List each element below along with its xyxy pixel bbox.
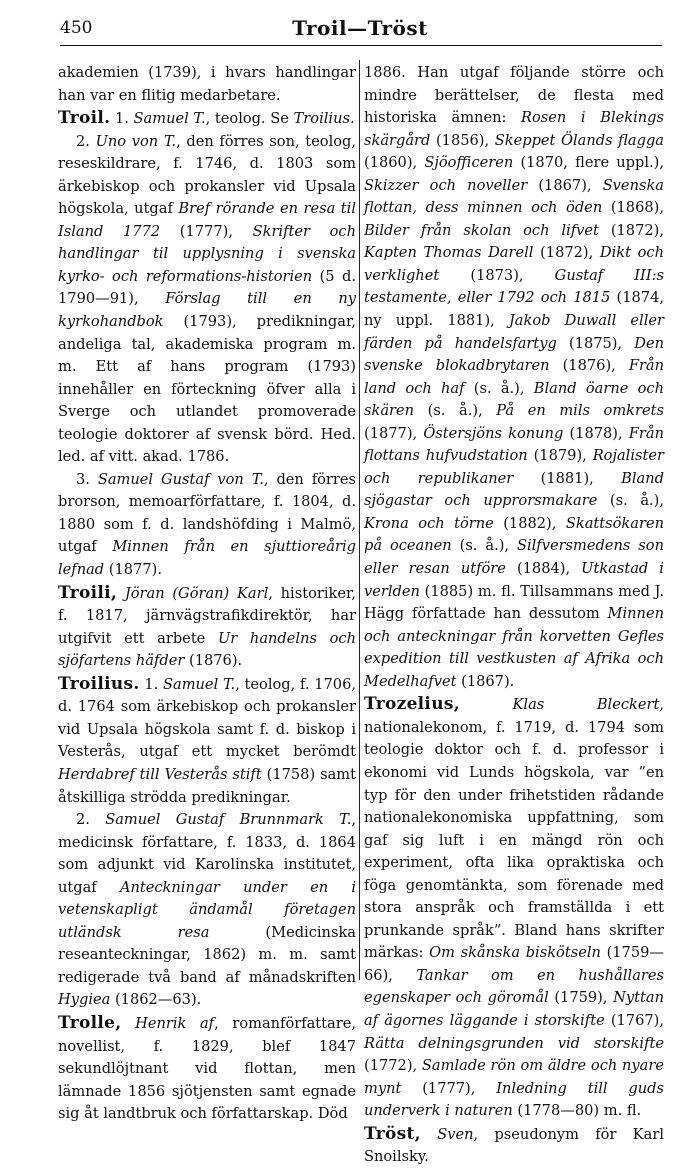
entry-text: (1772),: [364, 1057, 422, 1075]
entry-text: (1759—66),: [364, 944, 664, 984]
entry-text: , teolog, f. 1706, d. 1764 som ärkebiskop och prokansler vid Upsala högskola samt f. d. biskop i Vesterås, utgaf ett mycket berömdt: [58, 675, 356, 761]
entry-text: (s. å.),: [414, 402, 497, 420]
entry-text: , pseudonym för Karl Snoilsky.: [364, 1125, 665, 1166]
italic-text: Skeppet Ölands flagga: [494, 131, 664, 149]
italic-text: Östersjöns konung: [423, 424, 564, 442]
entry-text: (1793), predikningar, andeliga tal, akademiska program m. m. Ett af hans program (1793) innehåller en förteckning öfver alla i Sverge och utlandet promoverade teologie doktorer af svensk börd. Hed. led. af vitt. akad. 1786.: [58, 313, 356, 466]
entry-text: (1867),: [527, 176, 603, 194]
italic-text: Klas Bleckert: [512, 696, 660, 714]
italic-text: Bland öarne och skären: [364, 379, 664, 420]
italic-text: Nyttan af ägornes läggande i storskifte: [364, 989, 664, 1029]
italic-text: Bref rörande en resa til Island 1772: [58, 200, 356, 240]
entry-text: (1876),: [549, 357, 629, 375]
dictionary-entry: [58, 62, 356, 107]
entry-text: , romanförfattare, novellist, f. 1829, blef 1847 sekundlöjtnant vid flottan, men lämnade 1856 sjötjensten samt egnade sig åt landtbruk och författarskap. Död: [58, 1014, 356, 1123]
entry-text: 2.: [76, 132, 96, 150]
entry-text: 2.: [76, 811, 106, 829]
italic-text: Sven: [437, 1125, 474, 1143]
entry-text: 3.: [76, 470, 98, 488]
italic-text: Skizzer och noveller: [364, 176, 528, 194]
entry-text: 1886. Han utgaf följande större och mindre berättelser, de flesta med historiska ämnen:: [364, 64, 664, 127]
entry-text: (1758) samt åtskilliga strödda predikningar.: [58, 765, 356, 806]
italic-text: Bland sjögastar och upprorsmakare: [364, 469, 664, 510]
italic-text: Minnen från en sjuttioreårig lefnad: [58, 538, 356, 579]
italic-text: Kapten Thomas Darell: [364, 244, 534, 262]
italic-text: Minnen och anteckningar från korvetten Gefles expedition till vestkusten af Afrika och Medelhafvet: [364, 605, 664, 690]
entry-text: (1884),: [505, 560, 582, 578]
italic-text: Henrik af: [135, 1014, 215, 1032]
italic-text: Uno von T.: [95, 132, 177, 150]
entry-text: (1867).: [456, 672, 515, 690]
entry-text: (s. å.),: [597, 492, 664, 510]
italic-text: Samlade rön om äldre och nyare mynt: [364, 1057, 664, 1097]
page-number: 450: [60, 18, 93, 38]
italic-text: Från land och haf: [364, 357, 665, 397]
italic-text: Jöran (Göran) Karl: [124, 584, 269, 602]
entry-text: (Medicinska reseanteckningar, 1862) m. m. samt redigerade två band af månadskriften: [58, 923, 356, 986]
entry-text: (5 d. 1790—91),: [58, 267, 356, 308]
entry-text: , den förres son, teolog, reseskildrare, f. 1746, d. 1803 som ärkebiskop och prokansler vid Upsala högskola, utgaf: [58, 132, 357, 218]
entry-text: , nationalekonom, f. 1719, d. 1794 som teologie doktor och f. d. professor i ekonomi vid Lunds högskola, var ”en typ för den under frihetstiden rådande nationalekonomiska uppfattning, som gaf sig luft i en mängd rön och experiment, ofta lika opraktiska och föga genomtänkta, som förenade med stora anspråk och framställda i ett prunkande språk”. Bland hans skrifter märkas:: [364, 696, 664, 962]
entry-text: (s. å.),: [464, 379, 534, 397]
italic-text: Utkastad i verlden: [364, 560, 664, 600]
dictionary-entry: [58, 131, 356, 469]
italic-text: Hygiea: [58, 991, 111, 1009]
page-header: [60, 16, 660, 44]
italic-text: Samuel Gustaf von T.: [97, 470, 264, 488]
entry-text: (1881),: [513, 469, 622, 487]
entry-text: [460, 696, 513, 713]
entry-text: (1875),: [556, 334, 635, 352]
italic-text: Anteckningar under en i vetenskapligt ändamål företagen utländsk resa: [58, 878, 356, 941]
entry-text: (1876).: [184, 652, 243, 670]
entry-text: (1777),: [401, 1079, 497, 1097]
entry-text: (1870, flere uppl.),: [513, 154, 664, 172]
entry-text: (s. å.),: [451, 537, 517, 555]
italic-text: Krona och törne: [364, 514, 494, 532]
dictionary-entry: [58, 673, 356, 809]
entry-text: (1767),: [604, 1011, 664, 1029]
entry-headword: Trolle,: [58, 1012, 122, 1033]
entry-text: (1868),: [602, 199, 664, 217]
italic-text: Ur handelns och sjöfartens häfder: [58, 629, 356, 670]
entry-text: akademien (1739), i hvars handlingar han var en flitig medarbetare.: [58, 64, 356, 104]
entry-headword: Troilius.: [58, 673, 140, 694]
entry-text: (1878),: [563, 424, 629, 442]
entry-text: (1759),: [548, 989, 614, 1007]
entry-text: 1.: [139, 675, 163, 693]
italic-text: Troilius.: [293, 110, 355, 128]
italic-text: Bilder från skolan och lifvet: [364, 221, 599, 239]
column-divider: [359, 60, 360, 980]
italic-text: Rojalister och republikaner: [364, 447, 664, 487]
italic-text: Jakob Duwall eller färden på handelsfartyg: [364, 312, 664, 352]
dictionary-entry: [58, 469, 356, 582]
entry-text: (1877).: [104, 561, 162, 579]
italic-text: Inledning till guds underverk i naturen: [364, 1079, 664, 1120]
italic-text: Från flottans hufvudstation: [364, 424, 664, 465]
italic-text: På en mils omkrets: [496, 402, 664, 420]
italic-text: Herdabref till Vesterås stift: [58, 765, 262, 783]
italic-text: Om skånska biskötseln: [429, 944, 601, 962]
entry-headword: Trozelius,: [364, 694, 460, 715]
italic-text: Tankar om en hushållares egenskaper och göromål: [364, 966, 664, 1007]
entry-text: , medicinsk författare, f. 1833, d. 1864 som adjunkt vid Karolinska institutet, utgaf: [58, 811, 356, 896]
entry-headword: Troil.: [58, 108, 111, 129]
entry-text: , teolog. Se: [205, 110, 294, 128]
right-column: [364, 62, 664, 1169]
left-column: [58, 62, 356, 1126]
entry-text: [117, 585, 125, 602]
italic-text: Svenska flottan, dess minnen och öden: [364, 176, 664, 217]
entry-text: (1882),: [493, 514, 566, 532]
dictionary-entry: [58, 809, 356, 1012]
dictionary-entry: [58, 107, 356, 131]
header-rule: [60, 45, 662, 46]
dictionary-entry: [58, 1012, 356, 1126]
italic-text: Gustaf III:s testamente, eller 1792 och 1815: [364, 266, 664, 307]
entry-text: (1777),: [160, 222, 253, 240]
entry-text: (1877),: [364, 424, 424, 442]
italic-text: Rosen i Blekings skärgård: [364, 109, 664, 149]
entry-text: (1778—80) m. fl.: [512, 1102, 642, 1120]
entry-text: , den förres brorson, memoarförfattare, f. 1804, d. 1880 som f. d. landshöfding i Malmö, utgaf: [58, 470, 356, 556]
italic-text: Skattsökaren på oceanen: [364, 514, 664, 555]
dictionary-entry: [58, 582, 356, 673]
entry-text: , historiker, f. 1817, järnvägstrafikdirektör, har utgifvit ett arbete: [58, 584, 357, 647]
italic-text: Samuel Gustaf Brunnmark T.: [105, 811, 352, 829]
dictionary-entry: [364, 693, 664, 1122]
entry-text: [421, 1126, 437, 1143]
italic-text: Rätta delningsgrunden vid storskifte: [364, 1034, 664, 1052]
entry-headword: Tröst,: [364, 1123, 421, 1144]
entry-text: (1860),: [364, 154, 425, 172]
italic-text: Skrifter och handlingar til upplysning i svenska kyrko- och reformations-historien: [58, 222, 356, 285]
running-head-title: Troil—Tröst: [292, 16, 428, 40]
entry-text: (1862—63).: [110, 991, 202, 1009]
entry-text: (1885) m. fl. Tillsammans med J. Hägg författade han dessutom: [364, 582, 664, 623]
entry-text: (1872),: [598, 221, 664, 239]
entry-text: (1879),: [527, 447, 593, 465]
italic-text: Sjöofficeren: [424, 154, 514, 172]
entry-text: (1874, ny uppl. 1881),: [364, 289, 664, 330]
italic-text: Samuel T.: [163, 675, 236, 693]
italic-text: Förslag till en ny kyrkohandbok: [58, 290, 356, 331]
italic-text: Silfversmedens son eller resan utföre: [364, 537, 664, 578]
dictionary-entry: [364, 1123, 664, 1169]
dictionary-entry: [364, 62, 664, 693]
entry-text: (1873),: [439, 266, 555, 284]
entry-headword: Troili,: [58, 582, 118, 603]
italic-text: Samuel T.: [133, 110, 206, 128]
entry-text: (1872),: [533, 244, 600, 262]
italic-text: Den svenske blokadbrytaren: [364, 334, 664, 375]
entry-text: (1856),: [430, 131, 495, 149]
italic-text: Dikt och verklighet: [364, 244, 665, 284]
entry-text: 1.: [110, 110, 134, 128]
